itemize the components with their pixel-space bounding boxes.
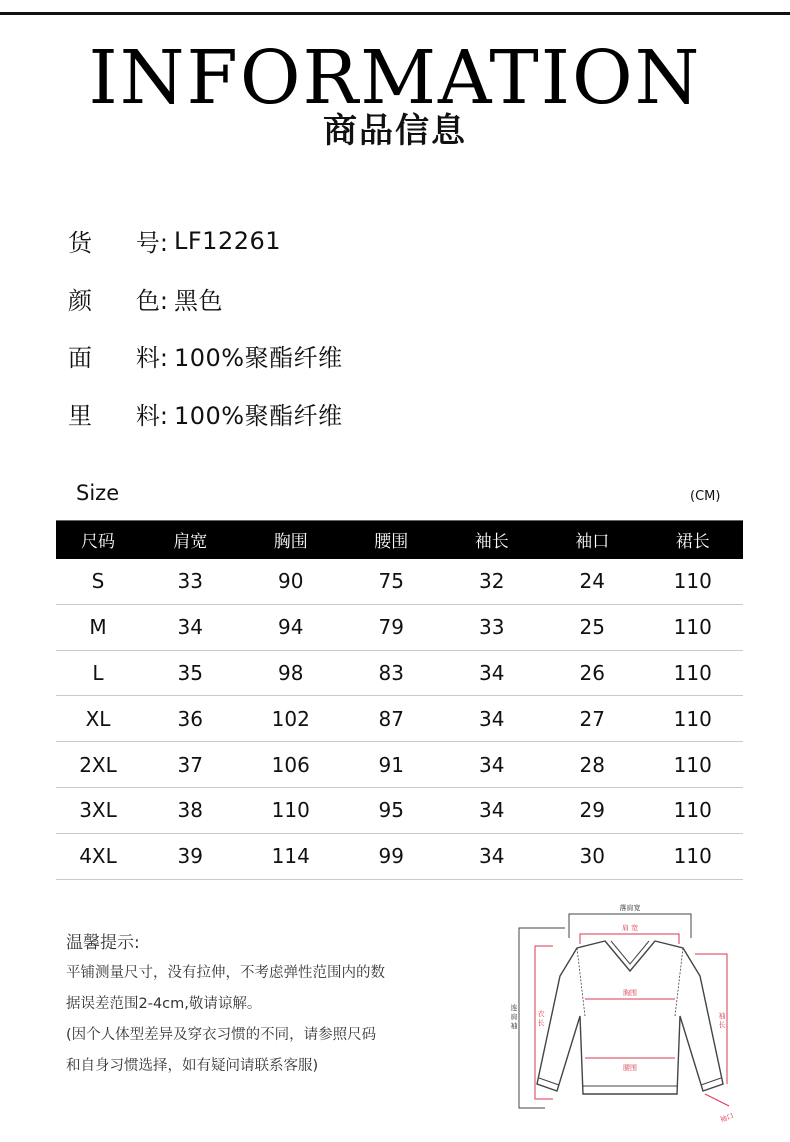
cell-size: XL (56, 696, 140, 742)
tips-line: 平铺测量尺寸，没有拉伸，不考虑弹性范围内的数 (66, 965, 385, 981)
info-label: 面 料: (68, 344, 168, 373)
info-label: 颜 色: (68, 286, 168, 315)
cell-waist: 75 (341, 559, 442, 605)
info-label: 货 号: (68, 229, 168, 258)
table-row (56, 787, 743, 833)
info-value: LF12261 (174, 226, 282, 255)
product-info-list (68, 212, 668, 442)
cell-shoulder: 35 (140, 650, 241, 696)
cell-chest: 110 (241, 787, 342, 833)
size-table-header (56, 521, 743, 559)
table-row (56, 696, 743, 742)
cell-length: 110 (643, 787, 744, 833)
tips-line: 据误差范围2-4cm,敬请谅解。 (66, 996, 262, 1012)
chest-label: 胸围 (623, 989, 637, 997)
page-title-en: INFORMATION (88, 35, 702, 121)
cell-shoulder: 34 (140, 604, 241, 650)
cell-sleeve: 34 (442, 833, 543, 879)
info-label: 里 料: (68, 401, 168, 430)
cell-size: M (56, 604, 140, 650)
cell-size: L (56, 650, 140, 696)
info-row-item-no (68, 212, 668, 270)
cell-sleeve: 34 (442, 742, 543, 788)
cell-shoulder: 33 (140, 559, 241, 605)
cell-sleeve: 34 (442, 650, 543, 696)
header-sleeve: 袖长 (442, 521, 543, 559)
waist-label: 腰围 (623, 1064, 637, 1072)
top-divider (0, 12, 790, 15)
cell-cuff: 29 (542, 787, 643, 833)
header-cuff: 袖口 (542, 521, 643, 559)
cell-length: 110 (643, 742, 744, 788)
tips-line: (因个人体型差异及穿衣习惯的不同，请参照尺码 (66, 1027, 377, 1043)
cell-size: 2XL (56, 742, 140, 788)
size-table (56, 520, 743, 880)
cell-chest: 90 (241, 559, 342, 605)
cell-cuff: 30 (542, 833, 643, 879)
cell-waist: 83 (341, 650, 442, 696)
cell-chest: 94 (241, 604, 342, 650)
tips-line: 和自身习惯选择，如有疑问请联系客服) (66, 1058, 319, 1074)
cell-chest: 114 (241, 833, 342, 879)
page-title-cn: 商品信息 (323, 111, 467, 151)
cell-sleeve: 34 (442, 696, 543, 742)
size-section-title: Size (76, 481, 120, 505)
cell-length: 110 (643, 559, 744, 605)
info-value: 黑色 (174, 286, 223, 315)
cell-chest: 102 (241, 696, 342, 742)
garment-measure-diagram (505, 896, 755, 1136)
cuff-label: 袖口 (719, 1111, 735, 1125)
cell-shoulder: 38 (140, 787, 241, 833)
cell-chest: 98 (241, 650, 342, 696)
cell-waist: 95 (341, 787, 442, 833)
info-row-lining (68, 385, 668, 443)
cell-size: 3XL (56, 787, 140, 833)
table-row (56, 559, 743, 605)
cell-length: 110 (643, 650, 744, 696)
cell-waist: 79 (341, 604, 442, 650)
cell-shoulder: 39 (140, 833, 241, 879)
tips-body (66, 958, 466, 1082)
drop-shoulder-label: 落肩宽 (619, 904, 641, 912)
cell-sleeve: 34 (442, 787, 543, 833)
cell-length: 110 (643, 604, 744, 650)
cell-waist: 87 (341, 696, 442, 742)
info-value: 100%聚酯纤维 (174, 401, 343, 430)
header-chest: 胸围 (241, 521, 342, 559)
header-waist: 腰围 (341, 521, 442, 559)
info-value: 100%聚酯纤维 (174, 344, 343, 373)
tips-title: 温馨提示: (66, 933, 140, 953)
table-row (56, 650, 743, 696)
cell-size: 4XL (56, 833, 140, 879)
shoulder-line (580, 934, 679, 944)
cell-size: S (56, 559, 140, 605)
size-unit: (CM) (690, 489, 721, 504)
cell-length: 110 (643, 833, 744, 879)
table-row (56, 604, 743, 650)
table-row (56, 833, 743, 879)
info-row-color (68, 270, 668, 328)
cell-length: 110 (643, 696, 744, 742)
cell-cuff: 24 (542, 559, 643, 605)
info-row-fabric (68, 327, 668, 385)
cell-cuff: 25 (542, 604, 643, 650)
cell-chest: 106 (241, 742, 342, 788)
length-label: 衣长 (537, 1010, 545, 1027)
header-shoulder: 肩宽 (140, 521, 241, 559)
cell-waist: 99 (341, 833, 442, 879)
raglan-label: 连肩袖 (510, 1004, 518, 1030)
cell-shoulder: 37 (140, 742, 241, 788)
cell-cuff: 28 (542, 742, 643, 788)
cuff-line (705, 1094, 729, 1106)
cell-sleeve: 32 (442, 559, 543, 605)
cell-sleeve: 33 (442, 604, 543, 650)
cell-cuff: 27 (542, 696, 643, 742)
sleeve-label: 袖长 (718, 1012, 726, 1029)
cell-waist: 91 (341, 742, 442, 788)
header-length: 裙长 (643, 521, 744, 559)
header-size: 尺码 (56, 521, 140, 559)
shoulder-label: 肩 宽 (621, 924, 639, 932)
cell-cuff: 26 (542, 650, 643, 696)
cell-shoulder: 36 (140, 696, 241, 742)
table-row (56, 742, 743, 788)
